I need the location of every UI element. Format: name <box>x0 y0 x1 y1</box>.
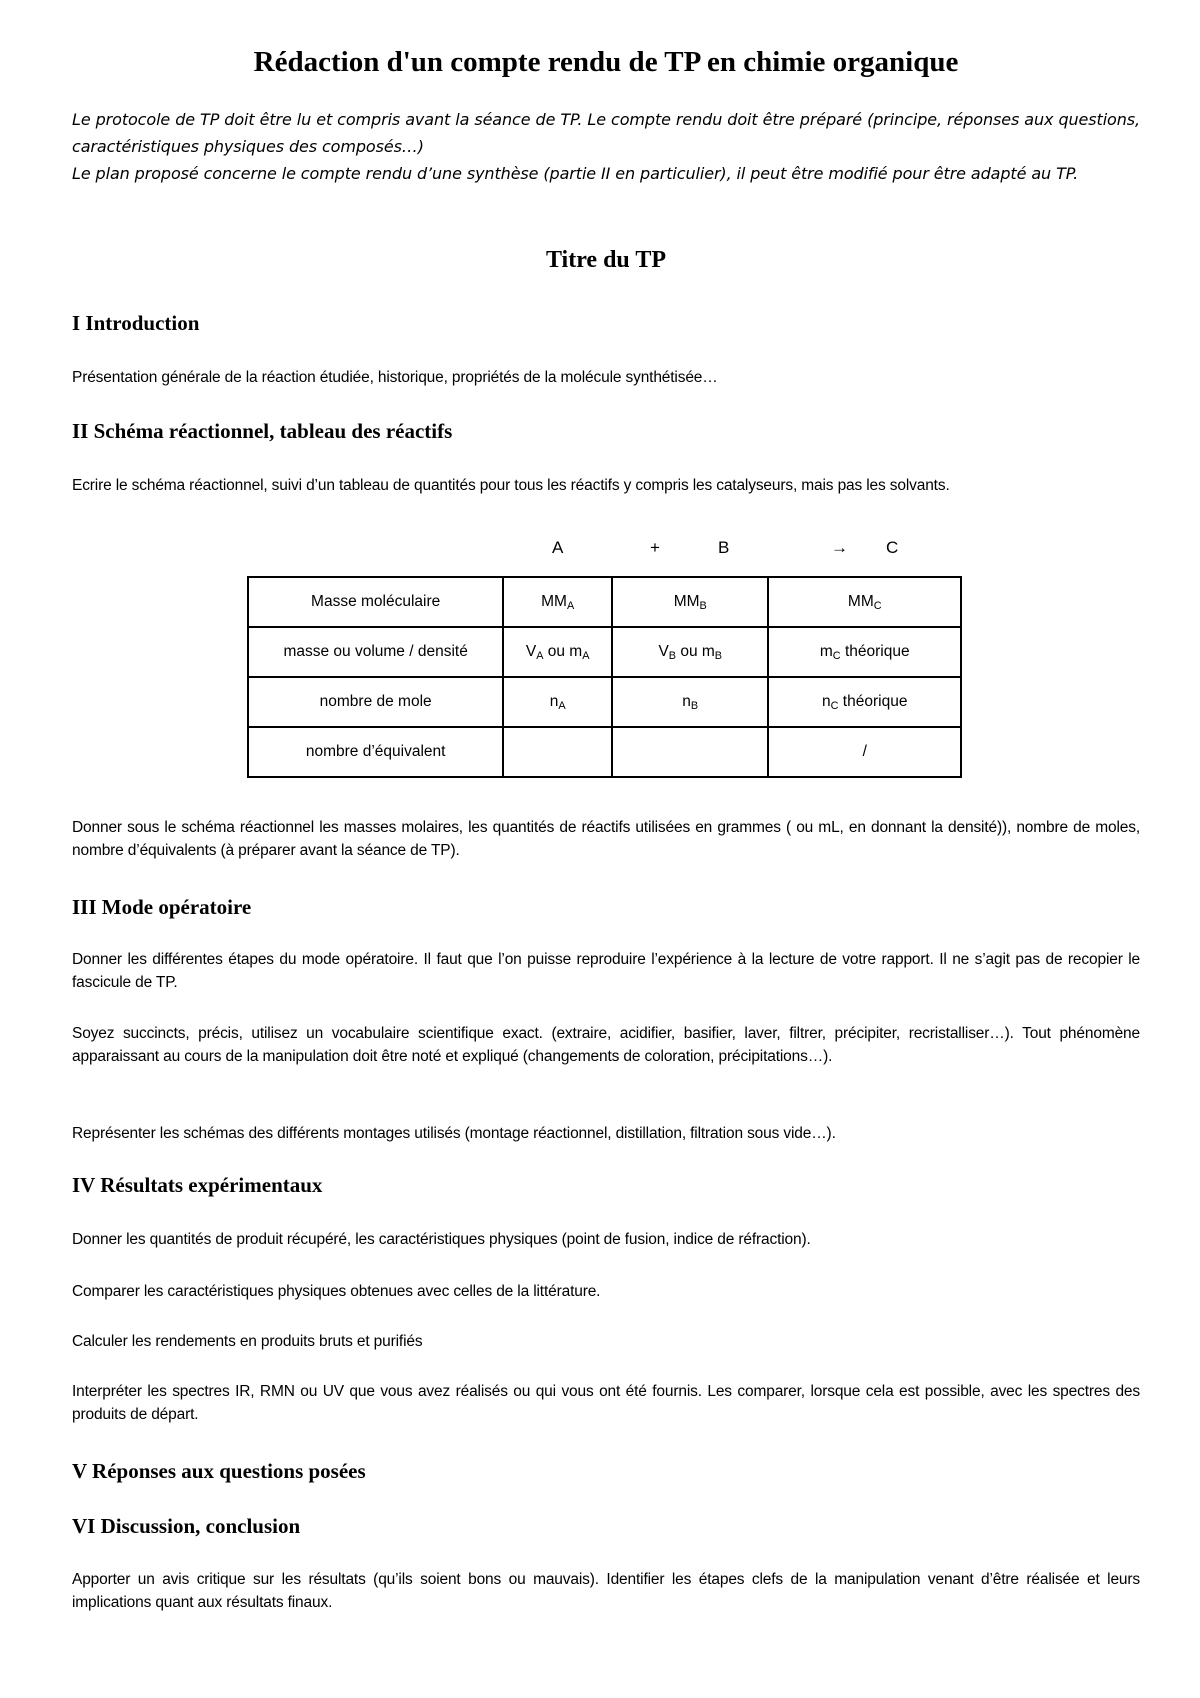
table-cell <box>612 727 769 777</box>
section-heading-schema: II Schéma réactionnel, tableau des réactifs <box>72 419 453 443</box>
reactant-b: B <box>718 538 730 557</box>
table-cell: $MM_C$ <box>768 577 961 627</box>
row-label: Masse moléculaire <box>248 577 503 627</box>
table-cell: / <box>768 727 961 777</box>
reaction-arrow: → <box>831 538 848 557</box>
section-heading-discussion: VI Discussion, conclusion <box>72 1514 301 1538</box>
table-cell: $n_C$ théorique <box>768 677 961 727</box>
resultats-paragraph-1: Donner les quantités de produit récupéré, les caractéristiques physiques (point de fusion, indice de réfraction). <box>72 1231 811 1248</box>
table-row <box>248 577 961 627</box>
reagents-table <box>247 576 962 778</box>
resultats-paragraph-2: Comparer les caractéristiques physiques obtenues avec celles de la littérature. <box>72 1283 601 1300</box>
table-cell: $V_B$ ou $m_B$ <box>612 627 769 677</box>
schema-explanation: Donner sous le schéma réactionnel les masses molaires, les quantités de réactifs utilisées en grammes ( ou mL, en donnant la densité)), nombre de moles, nombre d’équivalents (à préparer avant la séance de TP). <box>72 819 1140 859</box>
intro-note <box>72 106 1140 187</box>
table-cell: $V_A$ ou $m_A$ <box>503 627 612 677</box>
row-label: nombre d’équivalent <box>248 727 503 777</box>
section-heading-introduction: I Introduction <box>72 311 200 335</box>
row-label: nombre de mole <box>248 677 503 727</box>
mode-operatoire-paragraph-2: Soyez succincts, précis, utilisez un vocabulaire scientifique exact. (extraire, acidifier, basifier, laver, filtrer, précipiter, recristalliser…). Tout phénomène apparaissant au cours de la manipulation doit être noté et expliqué (changements de coloration, précipitations…). <box>72 1025 1140 1065</box>
mode-operatoire-paragraph-3: Représenter les schémas des différents montages utilisés (montage réactionnel, distillation, filtration sous vide…). <box>72 1125 836 1142</box>
tp-title: Titre du TP <box>545 247 667 273</box>
table-cell: $m_C$ théorique <box>768 627 961 677</box>
table-row <box>248 727 961 777</box>
resultats-paragraph-3: Calculer les rendements en produits bruts et purifiés <box>72 1333 423 1350</box>
table-cell: $MM_B$ <box>612 577 769 627</box>
intro-paragraph-1: Le protocole de TP doit être lu et compris avant la séance de TP. Le compte rendu doit être préparé (principe, réponses aux questions, caractéristiques physiques des composés…) <box>72 110 1140 156</box>
table-cell: $n_A$ <box>503 677 612 727</box>
table-row <box>248 677 961 727</box>
introduction-text: Présentation générale de la réaction étudiée, historique, propriétés de la molécule synthétisée… <box>72 369 718 386</box>
table-cell: $n_B$ <box>612 677 769 727</box>
section-heading-mode-operatoire: III Mode opératoire <box>72 895 252 919</box>
product-c: C <box>886 538 899 557</box>
table-row <box>248 627 961 677</box>
section-heading-reponses: V Réponses aux questions posées <box>72 1459 366 1483</box>
schema-text: Ecrire le schéma réactionnel, suivi d’un tableau de quantités pour tous les réactifs y compris les catalyseurs, mais pas les solvants. <box>72 477 950 494</box>
resultats-paragraph-4: Interpréter les spectres IR, RMN ou UV que vous avez réalisés ou qui vous ont été fournis. Les comparer, lorsque cela est possible, avec les spectres des produits de départ. <box>72 1383 1140 1423</box>
section-heading-resultats: IV Résultats expérimentaux <box>72 1173 323 1197</box>
plus-sign: + <box>650 538 660 557</box>
reactant-a: A <box>552 538 564 557</box>
mode-operatoire-paragraph-1: Donner les différentes étapes du mode opératoire. Il faut que l’on puisse reproduire l’expérience à la lecture de votre rapport. Il ne s’agit pas de recopier le fascicule de TP. <box>72 951 1140 991</box>
row-label: masse ou volume / densité <box>248 627 503 677</box>
table-cell: $MM_A$ <box>503 577 612 627</box>
discussion-text: Apporter un avis critique sur les résultats (qu’ils soient bons ou mauvais). Identifier les étapes clefs de la manipulation venant d’être réalisée et leurs implications quant aux résultats finaux. <box>72 1571 1140 1611</box>
table-cell <box>503 727 612 777</box>
intro-paragraph-2: Le plan proposé concerne le compte rendu d’une synthèse (partie II en particulier), il peut être modifié pour être adapté au TP. <box>72 164 1079 183</box>
document-title: Rédaction d'un compte rendu de TP en chimie organique <box>253 46 959 78</box>
